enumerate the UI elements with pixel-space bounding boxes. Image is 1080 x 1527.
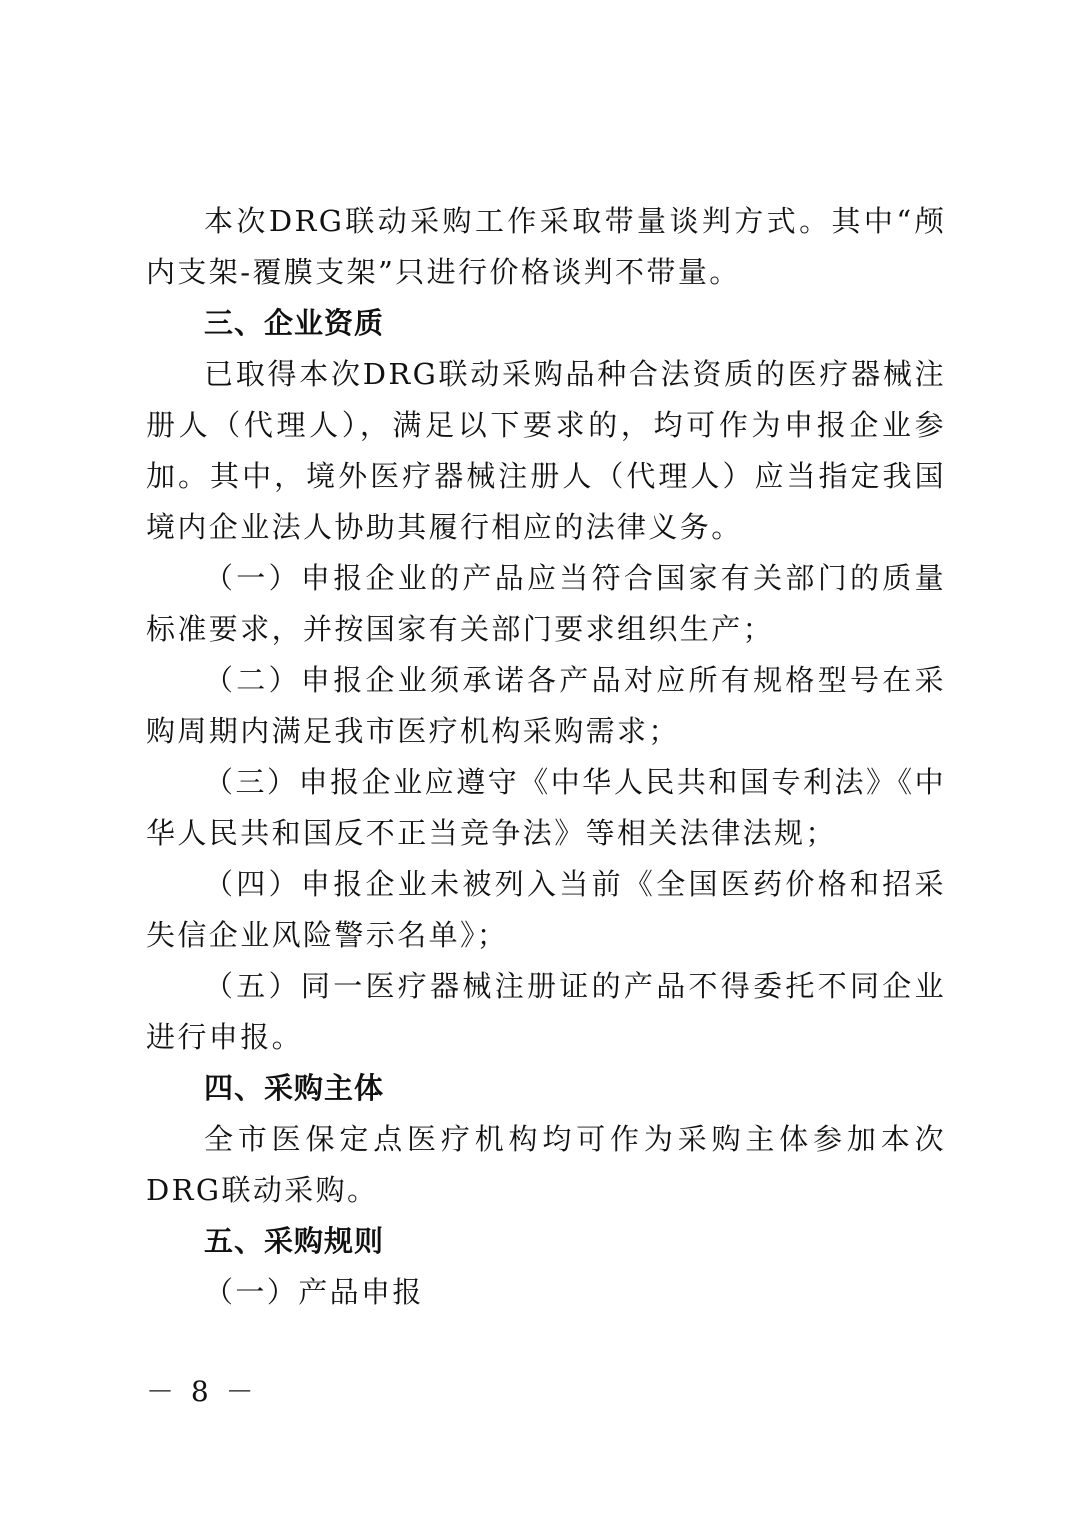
paragraph: （一）产品申报 [204,1275,424,1309]
paragraph: 全市医保定点医疗机构均可作为采购主体参加本次DRG联动采购。 [146,1122,946,1207]
section-heading: 三、企业资质 [204,306,385,340]
paragraph: （五）同一医疗器械注册证的产品不得委托不同企业进行申报。 [146,969,946,1054]
section-heading: 五、采购规则 [204,1224,385,1258]
paragraph: （二）申报企业须承诺各产品对应所有规格型号在采购周期内满足我市医疗机构采购需求； [146,663,946,748]
body-text [146,196,946,1318]
paragraph: 已取得本次DRG联动采购品种合法资质的医疗器械注册人（代理人），满足以下要求的，均可作为申报企业参加。其中，境外医疗器械注册人（代理人）应当指定我国境内企业法人协助其履行相应的法律义务。 [146,357,946,544]
paragraph: （四）申报企业未被列入当前《全国医药价格和招采失信企业风险警示名单》； [146,867,946,952]
paragraph: （三）申报企业应遵守《中华人民共和国专利法》《中华人民共和国反不正当竞争法》等相关法律法规； [146,765,946,850]
paragraph: （一）申报企业的产品应当符合国家有关部门的质量标准要求，并按国家有关部门要求组织生产； [146,561,946,646]
paragraph: 本次DRG联动采购工作采取带量谈判方式。其中“颅内支架-覆膜支架”只进行价格谈判不带量。 [146,204,946,289]
page-number: － 8 － [146,1375,258,1408]
section-heading: 四、采购主体 [204,1071,385,1105]
